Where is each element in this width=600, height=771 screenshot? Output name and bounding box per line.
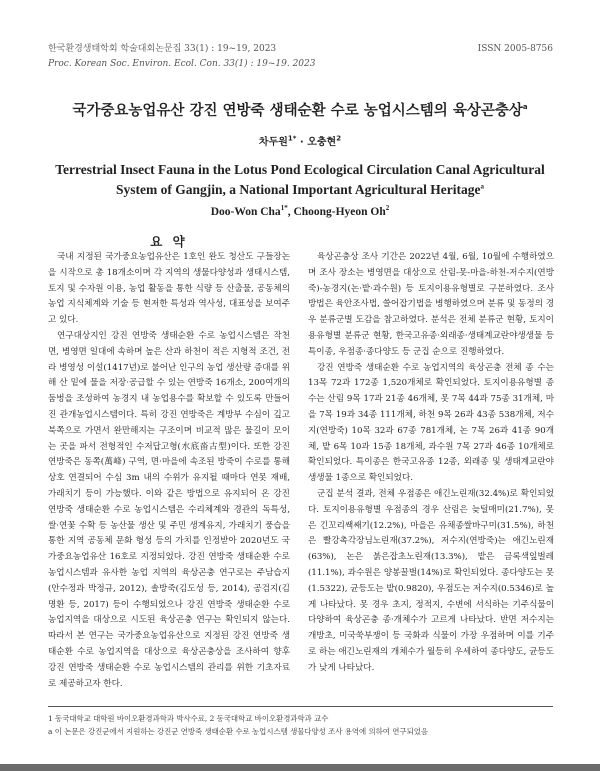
title-korean xyxy=(0,99,600,120)
authors-english xyxy=(0,206,600,218)
abstract-paragraph: 육상곤충상 조사 기간은 2022년 4월, 6월, 10월에 수행하였으며 조사 장소는 병영면을 대상으로 산림-못-마을-하천-저수지(연방죽)-농경지(논·밭·과수원) 등 토지이용유형별로 구분하였다. 조사 방법은 육안조사법, 쓸어잡기법을 병행하였으며 분류 및 동정의 경우 분류군별 도감을 참고하였다. 분석은 전체 분류군 현황, 토지이용유형별 분류군 현황, 한국고유종·외래종·생태계교란야생생물 등 특이종, 우점종·종다양도 등 군집 순으로 진행하였다. xyxy=(308,252,554,357)
author-2-en-sup: 2 xyxy=(385,204,390,213)
abstract-column-right xyxy=(308,250,554,677)
footnote-funding: a 이 논문은 강진군에서 지원하는 강진군 연방죽 생태순환 수로 농업시스템 생물다양성 조사 용역에 의하여 연구되었음 xyxy=(48,727,428,736)
abstract-paragraph: 군집 분석 결과, 전체 우점종은 애긴노린재(32.4%)로 확인되었다. 토지이용유형별 우점종의 경우 산림은 늦털매미(21.7%), 못은 긴꼬리쌕쌔기(12.2%), 마을은 유채종쌀바구미(31.5%), 하천은 빨강촉각장님노린재(37.2%), 저수지(연방죽)는 애긴노린재(63%), 논은 붉은잡초노린재(13.3%), 밭은 금록색잎벌레(11.1%), 과수원은 양봉꿀벌(14%)로 확인되었다. 종다양도는 못(1.5322), 균등도는 밭(0.9820), 우점도는 저수지(0.5346)로 높게 나타났다. 못 경우 초지, 정적지, 수변에 서식하는 기주식물이 다양하여 육상곤충 종·개체수가 고르게 나타났다. 반면 저수지는 개방초, 미국쑥부쟁이 등 국화과 식물이 가장 우점하며 이를 기주로 하는 애긴노린재의 개체수가 월등히 우세하여 종다양도, 균등도가 낮게 나타났다. xyxy=(308,488,554,673)
author-1-en: Doo-Won Cha xyxy=(210,206,281,218)
abstract-column-left xyxy=(48,250,290,692)
page-bottom-bar xyxy=(0,764,600,771)
journal-name-ko: 한국환경생태학회 학술대회논문집 33(1) : 19~19, 2023 xyxy=(48,44,277,54)
journal-header xyxy=(48,42,553,72)
author-1-en-sup: 1* xyxy=(280,204,288,213)
author-2-ko: 오충현 xyxy=(307,137,337,148)
title-english xyxy=(40,160,560,200)
author-1-ko-sup: 1* xyxy=(287,134,297,143)
footnotes xyxy=(48,706,553,738)
title-english-text: Terrestrial Insect Fauna in the Lotus Pond Ecological Circulation Canal Agricultural System of Gangjin, a National Important Agricultural Heritage xyxy=(55,162,545,197)
abstract-heading: 요 약 xyxy=(150,234,188,249)
footnote-affiliation: 1 동국대학교 대학원 바이오환경과학과 박사수료, 2 동국대학교 바이오환경과학과 교수 xyxy=(48,714,329,723)
abstract-paragraph: 국내 지정된 국가중요농업유산은 1호인 완도 청산도 구들장논을 시작으로 총 18개소이며 각 지역의 생물다양성과 생태시스템, 토지 및 수자원 이용, 농업 활동을 통한 식량 등 산출물, 공동체의 농업 지식체계와 기술 등 현저한 특성과 역사성, 대표성을 보여주고 있다. xyxy=(48,252,290,326)
authors-korean xyxy=(0,133,600,148)
abstract-paragraph: 연구대상지인 강진 연방죽 생태순환 수로 농업시스템은 작천면, 병영면 일대에 속하며 높은 산과 하천이 적은 지형적 조건, 전라 병영성 이설(1417년)로 불어난 인구의 농업 생산량 증대를 위해 산 밑에 물을 저장·공급할 수 있는 연방죽 16개소, 200여개의 둠벙을 조성하여 농경지 내 농업용수를 확보할 수 있도록 만들어진 관개농업시스템이다. 특히 강진 연방죽은 계방부 수심이 깊고 북쪽으로 가면서 완만해지는 구조이며 비교적 많은 물길이 모이는 곳을 파서 전형적인 수저답고형(水底畓古型)이다. 또한 강진 연방죽은 동쪽(萬峰) 구역, 면·마을에 속조된 방죽이 수로를 통해 상호 연결되어 수심 3m 내의 수위가 유지될 때마다 연못 재배, 가래치기 등이 가능했다. 이와 같은 방법으로 유지되어 온 강진 연방죽 생태순환 수로 농업시스템은 수리체계와 경관의 독특성, 쌀·연꽃 수확 등 농산물 생산 및 주민 생계유지, 가래치기 풍습을 통한 지역 공동체 문화 형성 등의 가치를 인정받아 2020년도 국가중요농업유산 16호로 지정되었다. 강진 연방죽 생태순환 수로 농업시스템과 유사한 농업 지역의 육상곤충 연구로는 주남습지(안수정과 박정규, 2012), 솔방죽(김도성 등, 2014), 공검지(김명환 등, 2017) 등이 수행되었으나 강진 연방죽 생태순환 수로 농업지역을 대상으로 시도된 육상곤충 연구는 확인되지 않는다. 따라서 본 연구는 국가중요농업유산으로 지정된 강진 연방죽 생태순환 수로 농업지역을 대상으로 육상곤충상을 조사하여 향후 강진 연방죽 생태순환 수로 농업시스템의 관리를 위한 기초자료로 제공하고자 한다. xyxy=(48,330,290,689)
journal-name-en: Proc. Korean Soc. Environ. Ecol. Con. 33(1) : 19~19. 2023 xyxy=(48,59,316,69)
author-separator-ko: · xyxy=(299,137,304,148)
author-2-ko-sup: 2 xyxy=(336,134,342,143)
author-separator-en: , xyxy=(287,206,291,218)
title-korean-sup: a xyxy=(522,103,528,112)
abstract-paragraph: 강진 연방죽 생태순환 수로 농업지역의 육상곤충 전체 종 수는 13목 72과 172종 1,520개체로 확인되었다. 토지이용유형별 종 수는 산림 9목 17과 21종 46개체, 못 7목 44과 75종 31개체, 마을 7목 19과 34종 111개체, 하천 9목 26과 43종 538개체, 저수지(연방죽) 10목 32과 67종 781개체, 논 7목 26과 41종 90개체, 밭 6목 10과 15종 18개체, 과수원 7목 27과 46종 10개체로 확인되었다. 특이종은 한국고유종 12종, 외래종 및 생태계교란야생생물 1종으로 확인되었다. xyxy=(308,362,554,484)
title-english-sup: a xyxy=(480,182,484,191)
issn: ISSN 2005-8756 xyxy=(477,44,553,54)
author-2-en: Choong-Hyeon Oh xyxy=(293,206,386,218)
author-1-ko: 차두원 xyxy=(258,137,288,148)
title-korean-text: 국가중요농업유산 강진 연방죽 생태순환 수로 농업시스템의 육상곤충상 xyxy=(72,103,523,119)
